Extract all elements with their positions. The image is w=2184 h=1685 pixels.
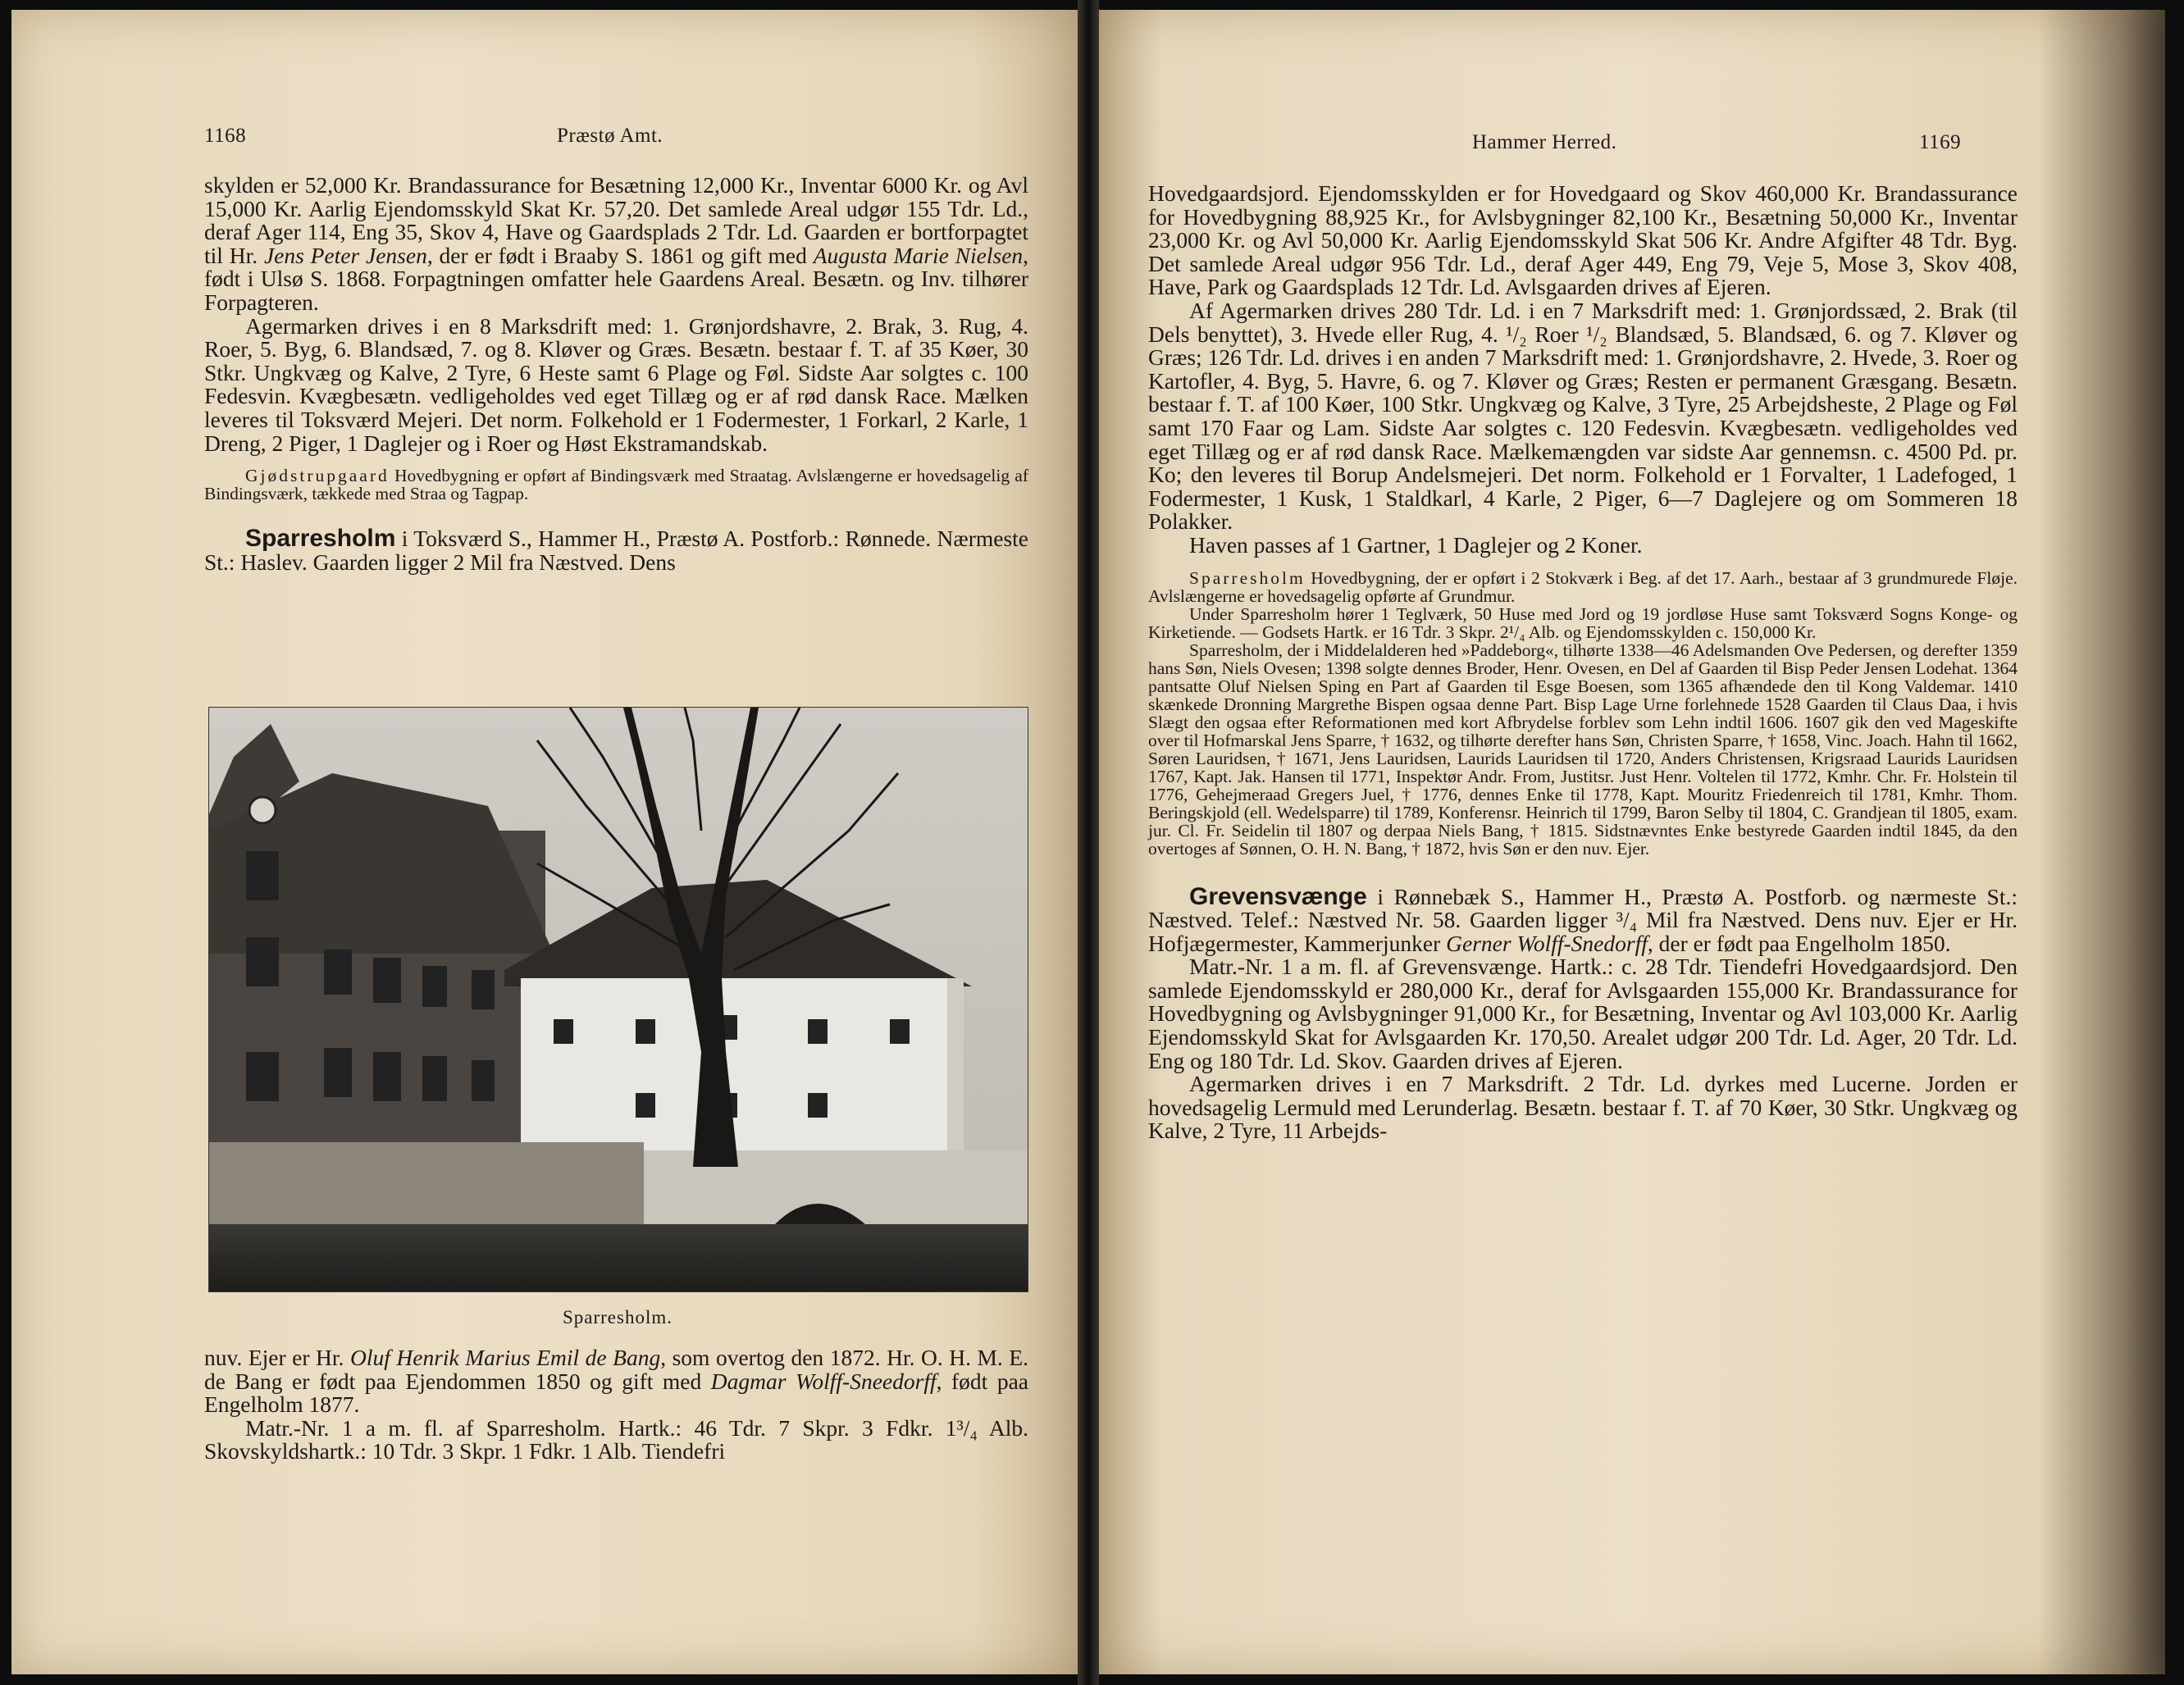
right-note-2: Under Sparresholm hører 1 Teglværk, 50 Huse med Jord og 19 jordløse Huse samt Toksværd Sogns Konge- og Kirketiende. — Godsets Hartk. er 16 Tdr. 3 Skpr. 2¹/₄ Alb. og Ejendomsskylden c. 150,000 Kr.	[1148, 603, 2018, 642]
left-text-top	[204, 174, 1028, 574]
left-paragraph-last: Matr.-Nr. 1 a m. fl. af Sparresholm. Hartk.: 46 Tdr. 7 Skpr. 3 Fdkr. 1³/₄ Alb. Skovskyldshartk.: 10 Tdr. 3 Skpr. 1 Fdkr. 1 Alb. Tiendefri	[204, 1414, 1028, 1464]
right-note-3: Sparresholm, der i Middelalderen hed »Paddeborg«, tilhørte 1338—46 Adelsmanden Ove Pedersen, og derefter 1359 hans Søn, Niels Ovesen; 1398 solgte dennes Broder, Henr. Ovesen, en Del af Gaarden til Bisp Peder Jensen Lodehat. 1364 pantsatte Oluf Nielsen Sping en Part af Gaarden til Esge Boesen, som 1365 afhændede den til Kong Valdemar. 1410 skænkede Dronning Margrethe Bispen ogsaa denne Part. Bisp Lage Urne forlehnede 1528 Gaarden til Claus Daa, i hvis Slægt den ogsaa efter Reformationen med kort Afbrydelse forblev som Lehn indtil 1606. 1607 gik den ved Mageskifte over til Hofmarskal Jens Sparre, † 1632, og tilhørte derefter hans Søn, Christen Sparre, † 1658, Vinc. Joach. Hahn til 1662, Søren Lauridsen, † 1671, Jens Lauridsen, Laurids Lauridsen til 1720, Anders Christensen, Krigsraad Laurids Lauridsen 1767, Kapt. Jak. Hansen til 1771, Inspektør Andr. From, Justitsr. Just Henr. Voltelen til 1772, Kmhr. Chr. Fr. Holstein til 1776, Gehejmeraad Gregers Juel, † 1776, dennes Enke til 1778, Kapt. Mouritz Friedenreich til 1781, Kmhr. Thom. Beringskjold (ell. Wedelsparre) til 1789, Konferensr. Heinrich til 1799, Baron Selby til 1804, C. Grandjean til 1805, exam. jur. Cl. Fr. Seidelin til 1807 og derpaa Niels Bang, † 1815. Sidstnævntes Enke bestyrede Gaarden indtil 1845, da den overtoges af Sønnen, O. H. N. Bang, † 1872, hvis Søn er den nuv. Ejer.	[1148, 640, 2018, 858]
book-gutter	[1078, 0, 1099, 1685]
entry-title-grevensvaenge: Grevensvænge	[1189, 882, 1367, 910]
right-paragraph-3: Haven passes af 1 Gartner, 1 Daglejer og 2 Koner.	[1189, 531, 1643, 558]
left-owner-paragraph: nuv. Ejer er Hr. Oluf Henrik Marius Emil de Bang, som overtog den 1872. Hr. O. H. M. E. de Bang er født paa Ejendommen 1850 og gift med Dagmar Wolff-Sneedorff, født paa Engelholm 1877.	[204, 1345, 1029, 1418]
right-running-title: Hammer Herred.	[1472, 131, 1617, 153]
left-text-bottom	[204, 1346, 1028, 1464]
photo-caption: Sparresholm.	[562, 1307, 673, 1328]
sparresholm-photo	[208, 707, 1028, 1292]
tenant-wife-name: Augusta Marie Nielsen	[813, 242, 1024, 268]
right-notes	[1148, 569, 2018, 858]
right-page-number: 1169	[1919, 131, 1962, 153]
owner-name: Oluf Henrik Marius Emil de Bang	[349, 1345, 661, 1370]
right-paragraph-2: Af Agermarken drives 280 Tdr. Ld. i en 7 Marksdrift med: 1. Grønjordssæd, 2. Brak (til Dels benyttet), 3. Hvede eller Rug, 4. ¹/₂ Roer ¹/₂ Blandsæd, 5. Blandsæd, 6. og 7. Kløver og Græs; 126 Tdr. Ld. drives i en anden 7 Marksdrift med: 1. Grønjordshavre, 2. Hvede, 3. Roer og Kartofler, 4. Byg, 5. Havre, 6. og 7. Kløver og Græs; Resten er permanent Græsgang. Besætn. bestaar f. T. af 100 Køer, 100 Stkr. Ungkvæg og Kalve, 3 Tyre, 25 Arbejdsheste, 2 Plage og Føl samt 170 Faar og Lam. Sidste Aar solgtes c. 120 Fedesvin. Kvægbesætn. vedligeholdes ved eget Tillæg og er af rød dansk Race. Mælkemængden var sidste Aar gennemsn. c. 4500 Pd. pr. Ko; den leveres til Borup Andelsmejeri. Det norm. Folkehold er 1 Forvalter, 1 Ladefoged, 1 Fodermester, 1 Kusk, 1 Staldkarl, 4 Karle, 2 Piger, 6—7 Daglejere og om Sommeren 18 Polakker.	[1148, 297, 2018, 535]
owner-wife-name: Dagmar Wolff-Sneedorff	[710, 1368, 937, 1394]
right-text	[1148, 182, 2018, 1143]
right-paragraph-1: Hovedgaardsjord. Ejendomsskylden er for Hovedgaard og Skov 460,000 Kr. Brandassurance for Hovedbygning 88,925 Kr., for Avlsbygninger 82,100 Kr., Besætning 50,000 Kr., Inventar 23,000 Kr. og Avl 50,000 Kr. Aarlig Ejendomsskyld Skat 506 Kr. Andre Afgifter 48 Tdr. Byg. Det samlede Areal udgør 956 Tdr. Ld., deraf Ager 449, Eng 79, Veje 5, Mose 3, Skov 408, Have, Park og Gaardsplads 12 Tdr. Ld. Avlsgaarden drives af Ejeren.	[1148, 180, 2018, 300]
left-paragraph-2: Agermarken drives i en 8 Marksdrift med: 1. Grønjordshavre, 2. Brak, 3. Rug, 4. Roer, 5. Byg, 6. Blandsæd, 7. og 8. Kløver og Græs. Besætn. bestaar f. T. af 35 Køer, 30 Stkr. Ungkvæg og Kalve, 2 Tyre, 6 Heste samt 6 Plage og Føl. Sidste Aar solgtes c. 100 Fedesvin. Kvægbesætn. vedligeholdes ved eget Tillæg og er af rød dansk Race. Mælken leveres til Toksværd Mejeri. Det norm. Folkehold er 1 Fodermester, 1 Forkarl, 2 Karle, 1 Dreng, 2 Piger, 1 Daglejer og i Roer og Høst Ekstramandskab.	[204, 312, 1028, 456]
right-paragraph-4: Matr.-Nr. 1 a m. fl. af Grevensvænge. Hartk.: c. 28 Tdr. Tiendefri Hovedgaardsjord. Den samlede Ejendomsskyld er 280,000 Kr., deraf for Avlsgaarden 155,000 Kr. Brandassurance for Hovedbygning og Avlsbygninger 91,000 Kr., for Besætning, Inventar og Avl 103,000 Kr. Aarlig Ejendomsskyld Skat for Avlsgaarden Kr. 170,50. Arealet udgør 200 Tdr. Ld. Ager, 20 Tdr. Ld. Eng og 180 Tdr. Ld. Skov. Gaarden drives af Ejeren.	[1148, 954, 2018, 1073]
right-entry-grevensvaenge: Grevensvænge i Rønnebæk S., Hammer H., Præstø A. Postforb. og nærmeste St.: Næstved. Telef.: Næstved Nr. 58. Gaarden ligger ³/₄ Mil fra Næstved. Dens nuv. Ejer er Hr. Hofjægermester, Kammerjunker Gerner Wolff-Snedorff, der er født paa Engelholm 1850.	[1148, 882, 2018, 956]
left-paragraph-1: skylden er 52,000 Kr. Brandassurance for Besætning 12,000 Kr., Inventar 6000 Kr. og Avl 15,000 Kr. Aarlig Ejendomsskyld Skat Kr. 57,20. Det samlede Areal udgør 155 Tdr. Ld., deraf Ager 114, Eng 35, Skov 4, Have og Gaardsplads 2 Tdr. Ld. Gaarden er bortforpagtet til Hr. Jens Peter Jensen, der er født i Braaby S. 1861 og gift med Augusta Marie Nielsen, født i Ulsø S. 1868. Forpagtningen omfatter hele Gaardens Areal. Besætn. og Inv. tilhører Forpagteren.	[204, 172, 1029, 315]
left-page	[11, 10, 1078, 1674]
left-entry-sparresholm: Sparresholm i Toksværd S., Hammer H., Præstø A. Postforb.: Rønnede. Nærmeste St.: Haslev. Gaarden ligger 2 Mil fra Næstved. Dens	[204, 525, 1028, 575]
tenant-name: Jens Peter Jensen	[263, 242, 427, 268]
right-note-1: Sparresholm Hovedbygning, der er opført i 2 Stokværk i Beg. af det 17. Aarh., bestaar af 3 grundmurede Fløje. Avlslængerne er hovedsagelig opførte af Grundmur.	[1148, 567, 2018, 606]
left-running-title: Præstø Amt.	[557, 125, 663, 147]
left-page-number: 1168	[204, 125, 247, 147]
entry-title-sparresholm: Sparresholm	[245, 525, 396, 553]
right-page	[1099, 10, 2165, 1674]
left-note: Gjødstrupgaard Hovedbygning er opført af Bindingsværk med Straatag. Avlslængerne er hovedsagelig af Bindingsværk, tækkede med Straa og Tagpap.	[204, 466, 1028, 504]
grevensvaenge-owner-name: Gerner Wolff-Snedorff	[1446, 930, 1648, 956]
right-paragraph-5: Agermarken drives i en 7 Marksdrift. 2 Tdr. Ld. dyrkes med Lucerne. Jorden er hovedsagelig Lermuld med Lerunderlag. Besætn. bestaar f. T. af 70 Køer, 30 Stkr. Ungkvæg og Kalve, 2 Tyre, 11 Arbejds-	[1148, 1071, 2018, 1144]
